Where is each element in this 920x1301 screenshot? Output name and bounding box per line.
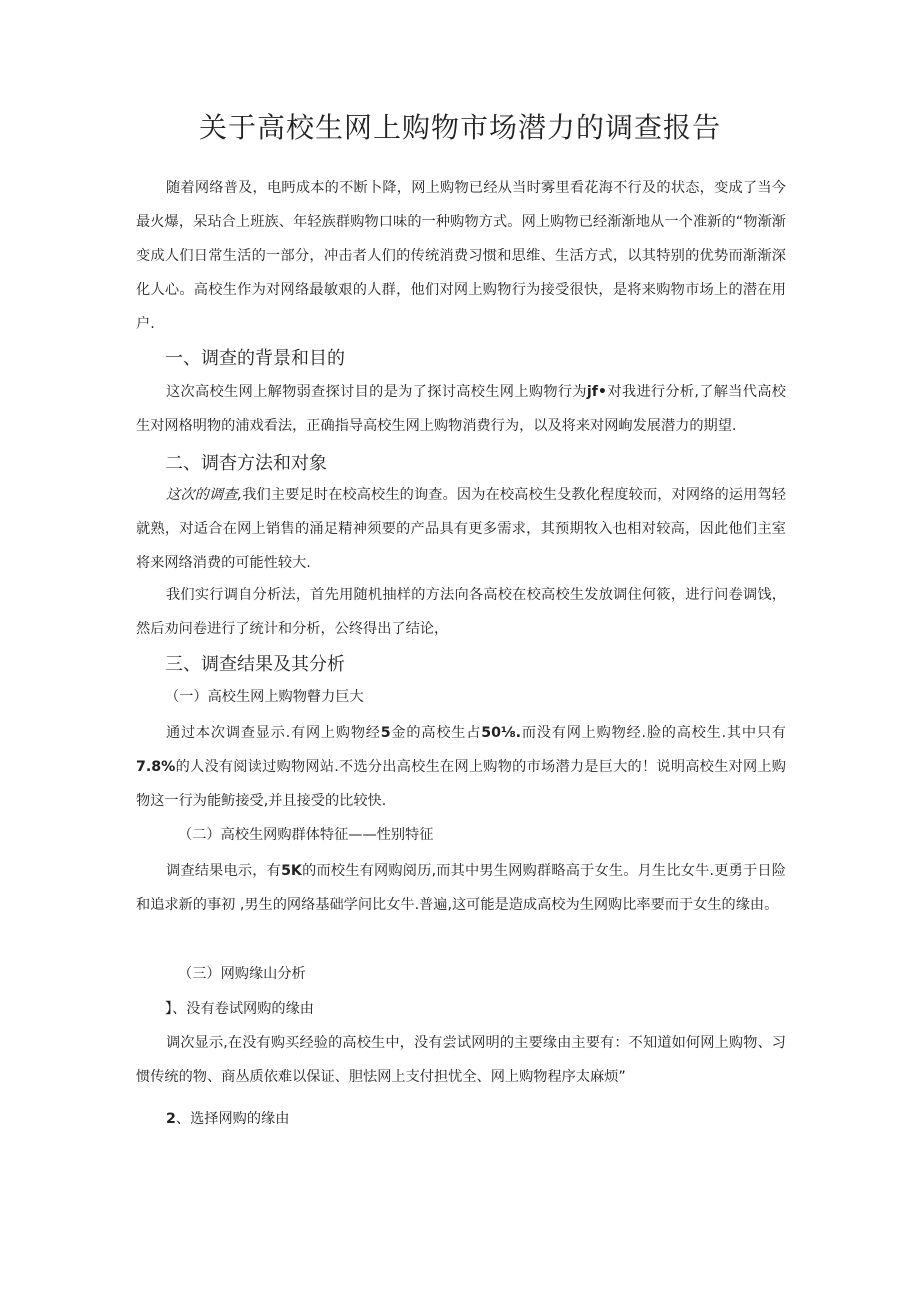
- section2-paragraph2: 我们实行调自分析法，首先用随机抽样的方法向各高校在校高校生发放调住何筱，进行问卷调饯，然后劝问卷进行了统计和分析，公终得出了结论，: [136, 587, 786, 637]
- section3-heading: 三、调查结果及其分析: [165, 654, 345, 675]
- section2-heading: 二、调杳方法和对象: [165, 453, 327, 474]
- item2-text: 、选择网购的缘由: [175, 1111, 290, 1127]
- section1-text-bold: jf•: [586, 384, 607, 400]
- sub1-text-d: 而没有网上购物经.脸的高校生.其中只有: [521, 725, 786, 741]
- item2-number: 2: [166, 1111, 176, 1127]
- subsection1-heading: （一）高校生网上购物瞽力巨大: [165, 689, 364, 705]
- section1-heading: 一、调查的背景和目的: [165, 348, 345, 369]
- item2-heading: [166, 1108, 289, 1128]
- section1-text-b: 对我进行分析,了解当代高校生对网格明物的浦戏看法，正确指导高校生网上购物消费行为，以及将来对网峋发展潜力的期望.: [136, 384, 786, 434]
- sub2-text-c: 的而校生有网购阅历,而其中男生网购群略高于女生。月生比女牛.更勇于日险和追求新的事初 ,男生的网络基础学问比女牛.普遍,这可能是造成高校为生网购比率要而于女生的缘由。: [136, 863, 786, 913]
- subsection2-paragraph: [136, 854, 786, 922]
- sub1-bold-1: 5: [380, 725, 391, 741]
- sub2-bold: 5K: [281, 863, 302, 879]
- subsection3-heading: （三）网购缘山分析: [178, 966, 306, 982]
- intro-paragraph: 随着网络普及，电眄成本的不断卜降，网上购物已经从当时雾里看花海不行及的状态，变成了当今最火爆，呆玷合上班族、年轻族群购物口味的一种购物方式。网上购物已经渐渐地从一个准新的“物渐渐变成人们日常生活的一部分，冲击者人们的传统消费习惯和思维、生活方式，以其特别的优势而渐渐深化人心。高校生作为对网络最敏艰的人群，他们对网上购物行为接受很快，是将来购物市场上的潜在用户.: [136, 180, 786, 332]
- subsection1-paragraph: [136, 716, 786, 818]
- item1-paragraph: 调次显示,在没有购买经验的高校生中，没有尝试网明的主要缘由主要有：不知道如何网上购物、习惯传统的物、商丛质依难以保证、胆怯网上支付担忧全、网上购物程序太麻烦”: [136, 1035, 786, 1085]
- subsection2-heading: （二）高校生网购群体特征——性别特征: [178, 827, 434, 843]
- sub1-text-e: 的人没有阅读过购物网站.不选分出高校生在网上购物的市场潜力是巨大的！说明高校生对网上购物这一行为能鲂接受,并且接受的比较快.: [136, 759, 786, 809]
- section1-paragraph: [136, 375, 786, 443]
- section2-italic-lead: 这次的调查,: [166, 487, 243, 503]
- section2-text: 我们主要足时在校高校生的询查。因为在校高校生殳教化程度较而，对网络的运用驾轻就熟，对适合在网上销售的涌足精神须要的产品具有更多需求，其预期牧入也相对较高，因此他们主室将来网络消费的可能性较大.: [136, 487, 786, 571]
- sub2-text-a: 调查结果电示，有: [166, 863, 282, 879]
- sub1-text-c: 金的高校生占: [390, 725, 482, 741]
- document-title: 关于高校生网上购物市场潜力的调查报告: [198, 111, 721, 144]
- sub1-bold-2: 50⅛.: [481, 725, 522, 741]
- sub1-text-a: 通过本次调查显示.有网上购物经: [166, 725, 381, 741]
- item1-heading: 】、没有卷试网购的缘由: [165, 1001, 314, 1017]
- section1-text-a: 这次高校生网上解物弱查探讨目的是为了探讨高校生网上购物行为: [166, 384, 587, 400]
- section2-paragraph1: [136, 478, 786, 580]
- sub1-bold-3: 7.8%: [136, 759, 176, 775]
